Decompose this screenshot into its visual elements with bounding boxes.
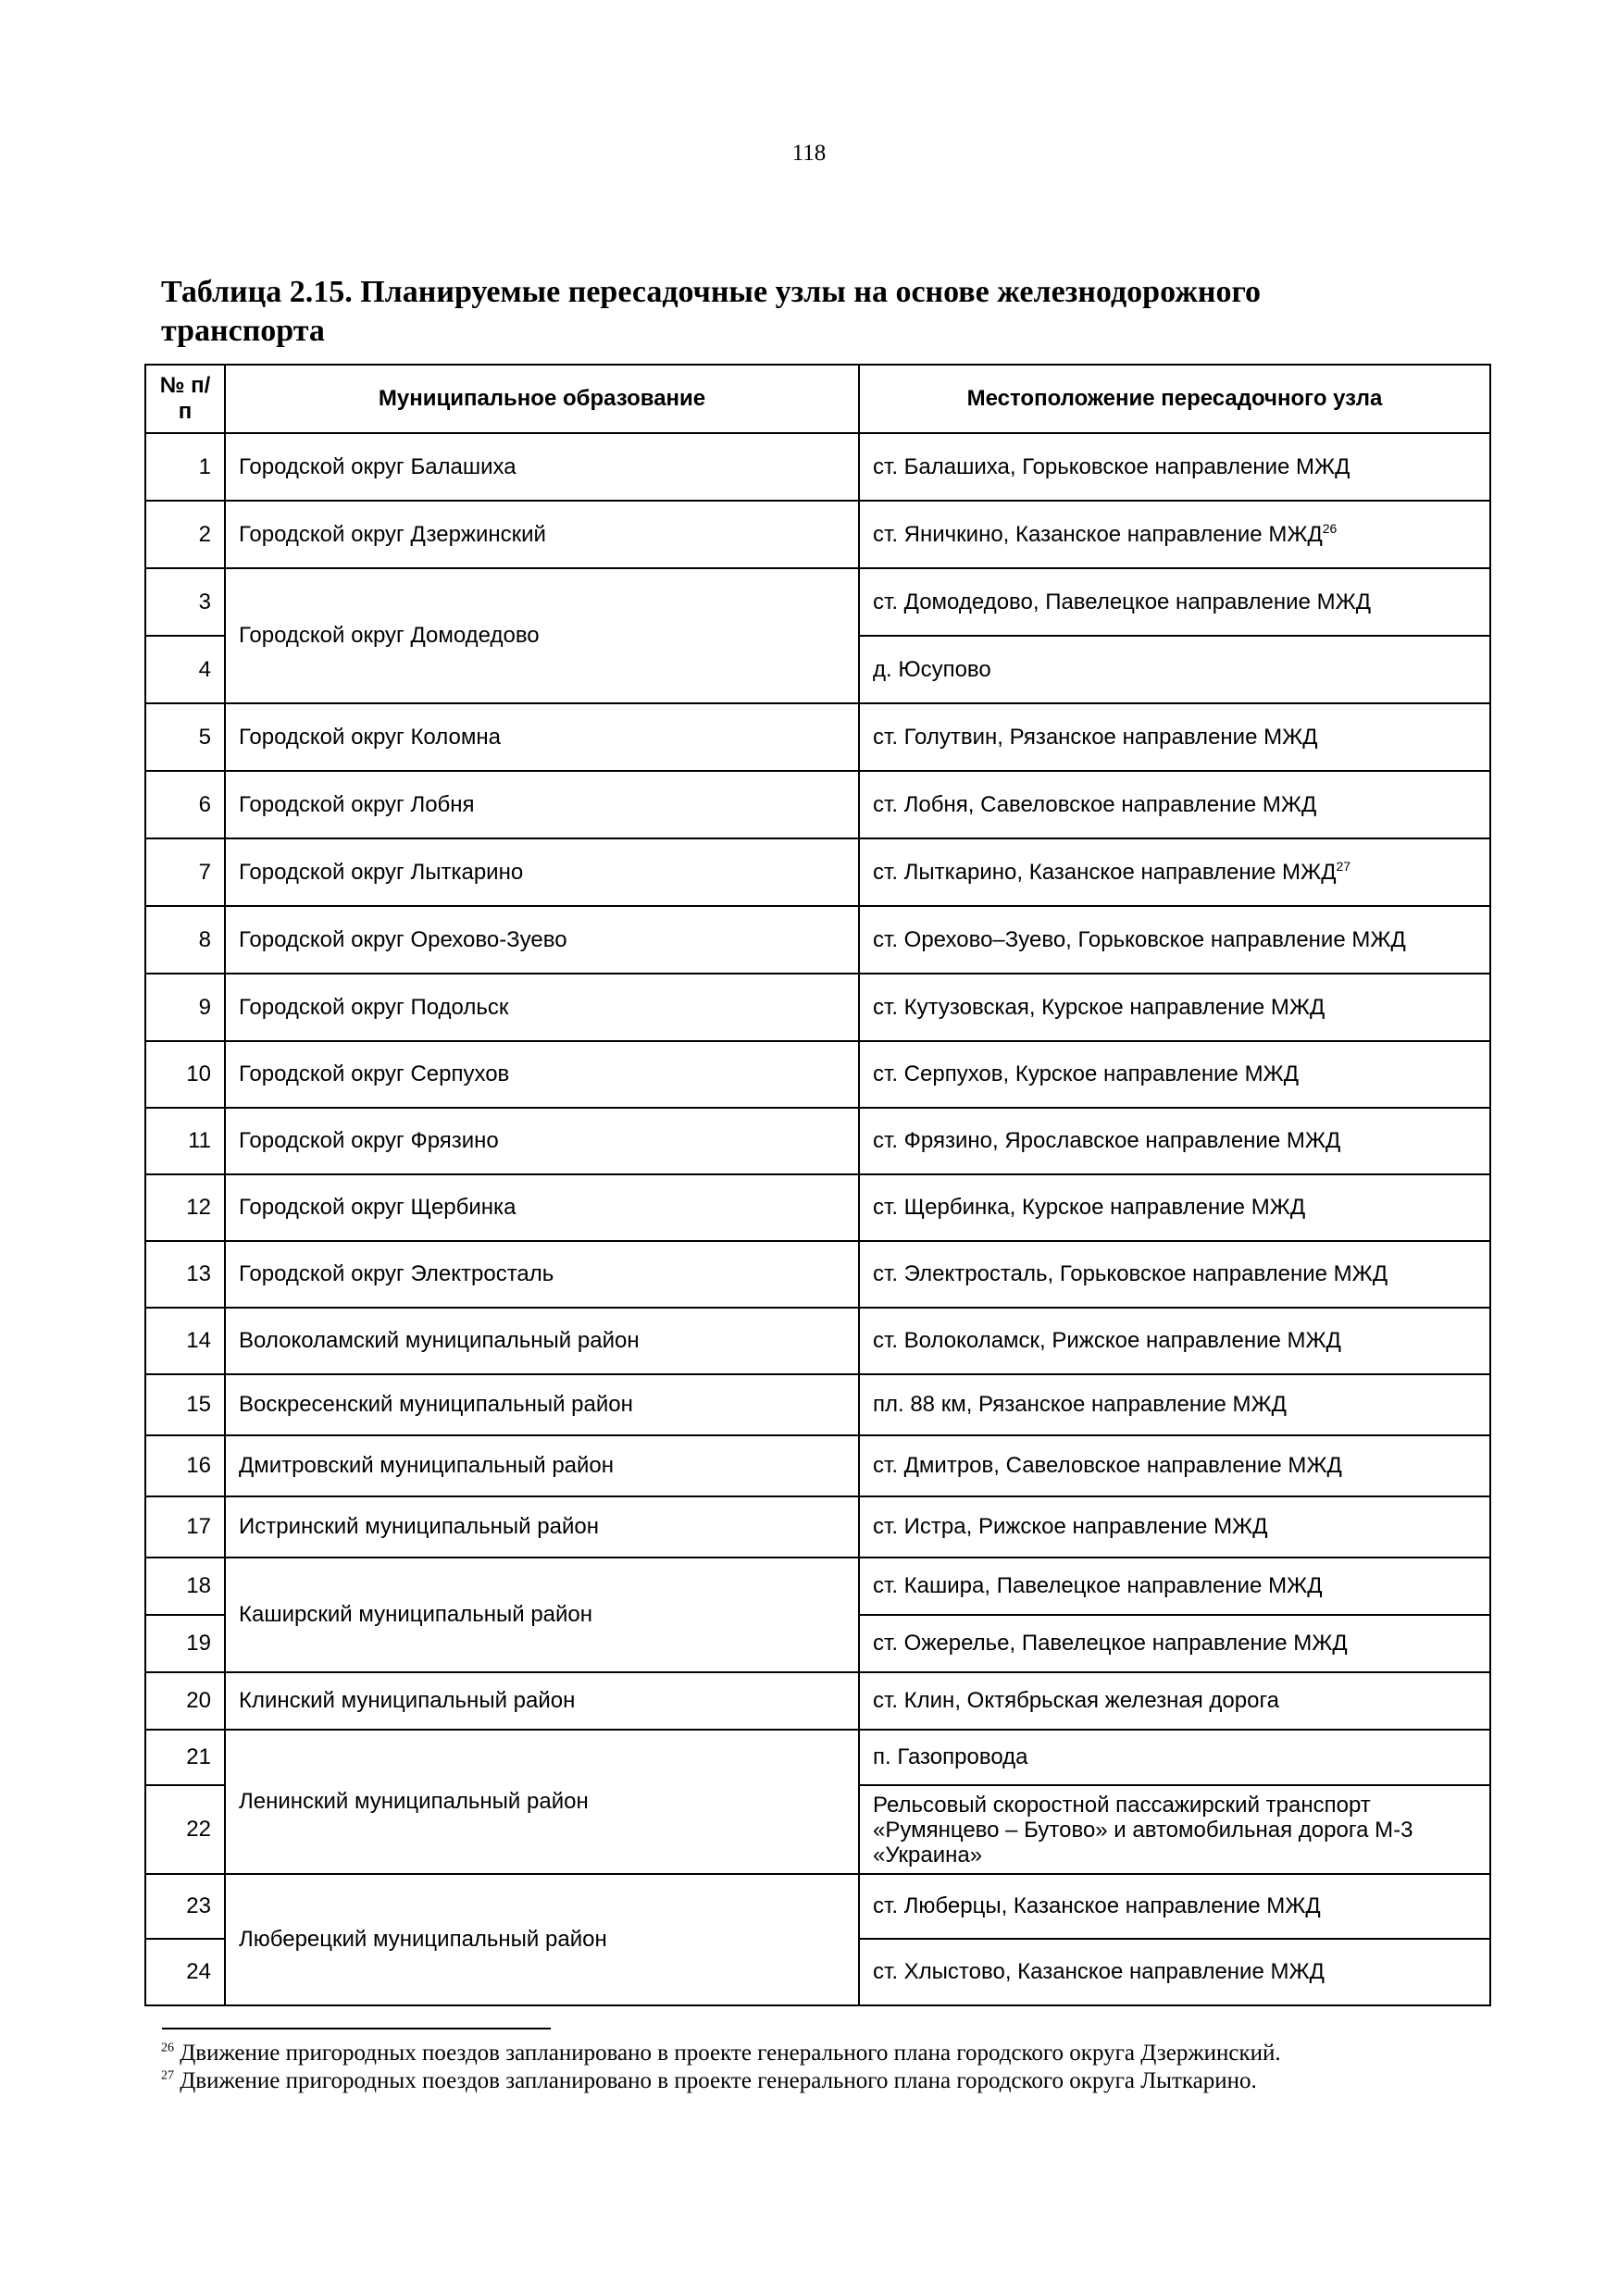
row-number: 8 [145,906,225,974]
row-number: 16 [145,1435,225,1496]
row-number: 13 [145,1241,225,1308]
row-number: 14 [145,1308,225,1374]
row-number: 24 [145,1939,225,2005]
table-row [145,838,1490,906]
location-cell: ст. Истра, Рижское направление МЖД [859,1496,1490,1558]
table-row [145,1496,1490,1558]
row-number: 20 [145,1672,225,1730]
row-number: 21 [145,1730,225,1785]
footnote-mark: 27 [161,2068,174,2083]
transfer-hubs-table [144,364,1491,2006]
row-number: 10 [145,1041,225,1108]
table-row [145,1672,1490,1730]
municipality-cell: Городской округ Лобня [225,771,859,838]
municipality-cell: Ленинский муниципальный район [225,1730,859,1874]
location-cell: ст. Щербинка, Курское направление МЖД [859,1174,1490,1241]
municipality-cell: Волоколамский муниципальный район [225,1308,859,1374]
municipality-cell: Городской округ Дзержинский [225,501,859,568]
municipality-cell: Городской округ Серпухов [225,1041,859,1108]
row-number: 2 [145,501,225,568]
table-row [145,433,1490,501]
table-row [145,1558,1490,1615]
row-number: 3 [145,568,225,636]
location-cell: ст. Фрязино, Ярославское направление МЖД [859,1108,1490,1174]
municipality-cell: Каширский муниципальный район [225,1558,859,1672]
footnote-mark: 26 [161,2041,174,2055]
table-row [145,974,1490,1041]
row-number: 22 [145,1785,225,1874]
municipality-cell: Городской округ Щербинка [225,1174,859,1241]
footnote [161,2040,1466,2067]
location-text: ст. Яничкино, Казанское направление МЖД [873,521,1323,547]
header-location: Местоположение пересадочного узла [859,365,1490,433]
location-cell: ст. Серпухов, Курское направление МЖД [859,1041,1490,1108]
row-number: 5 [145,703,225,771]
municipality-cell: Городской округ Подольск [225,974,859,1041]
table-body [145,433,1490,2005]
municipality-cell: Городской округ Домодедово [225,568,859,703]
location-cell [859,838,1490,906]
municipality-cell: Городской округ Балашиха [225,433,859,501]
location-cell: Рельсовый скоростной пассажирский транспорт «Румянцево – Бутово» и автомобильная дорога М-3 «Украина» [859,1785,1490,1874]
row-number: 15 [145,1374,225,1435]
location-cell: пл. 88 км, Рязанское направление МЖД [859,1374,1490,1435]
row-number: 11 [145,1108,225,1174]
row-number: 7 [145,838,225,906]
page-number: 118 [791,141,827,166]
footnote-separator [162,2028,551,2029]
row-number: 12 [145,1174,225,1241]
table-row [145,1041,1490,1108]
table-row [145,703,1490,771]
location-cell: ст. Волоколамск, Рижское направление МЖД [859,1308,1490,1374]
location-cell: ст. Балашиха, Горьковское направление МЖД [859,433,1490,501]
municipality-cell: Городской округ Орехово-Зуево [225,906,859,974]
footnote-ref: 26 [1322,520,1338,536]
table-row [145,771,1490,838]
row-number: 1 [145,433,225,501]
location-text: ст. Лыткарино, Казанское направление МЖД [873,859,1337,885]
table-header-row [145,365,1490,433]
location-cell: ст. Лобня, Савеловское направление МЖД [859,771,1490,838]
municipality-cell: Воскресенский муниципальный район [225,1374,859,1435]
location-cell: ст. Орехово–Зуево, Горьковское направление МЖД [859,906,1490,974]
row-number: 19 [145,1615,225,1672]
table-row [145,1730,1490,1785]
municipality-cell: Клинский муниципальный район [225,1672,859,1730]
table-row [145,1874,1490,1939]
location-cell: ст. Ожерелье, Павелецкое направление МЖД [859,1615,1490,1672]
municipality-cell: Люберецкий муниципальный район [225,1874,859,2005]
municipality-cell: Дмитровский муниципальный район [225,1435,859,1496]
location-cell: ст. Кутузовская, Курское направление МЖД [859,974,1490,1041]
row-number: 23 [145,1874,225,1939]
location-cell: ст. Кашира, Павелецкое направление МЖД [859,1558,1490,1615]
location-cell: ст. Голутвин, Рязанское направление МЖД [859,703,1490,771]
row-number: 17 [145,1496,225,1558]
table-row [145,1435,1490,1496]
header-municipality: Муниципальное образование [225,365,859,433]
municipality-cell: Городской округ Электросталь [225,1241,859,1308]
municipality-cell: Истринский муниципальный район [225,1496,859,1558]
table-title: Таблица 2.15. Планируемые пересадочные узлы на основе железнодорожного транспорта [161,275,1262,348]
location-cell [859,501,1490,568]
municipality-cell: Городской округ Лыткарино [225,838,859,906]
footnote-text: Движение пригородных поездов запланировано в проекте генерального плана городского округа Дзержинский. [180,2041,1281,2066]
municipality-cell: Городской округ Фрязино [225,1108,859,1174]
footnote-text: Движение пригородных поездов запланировано в проекте генерального плана городского округа Лыткарино. [180,2068,1257,2093]
table-row [145,1174,1490,1241]
row-number: 4 [145,636,225,703]
footnote [161,2067,1466,2095]
footnote-ref: 27 [1336,858,1351,874]
table-row [145,1308,1490,1374]
footnotes [161,2040,1466,2095]
location-cell: ст. Люберцы, Казанское направление МЖД [859,1874,1490,1939]
location-cell: ст. Клин, Октябрьская железная дорога [859,1672,1490,1730]
municipality-cell: Городской округ Коломна [225,703,859,771]
row-number: 18 [145,1558,225,1615]
table-row [145,1108,1490,1174]
table-row [145,906,1490,974]
location-cell: ст. Хлыстово, Казанское направление МЖД [859,1939,1490,2005]
header-num: № п/п [145,365,225,433]
location-cell: п. Газопровода [859,1730,1490,1785]
table-row [145,1241,1490,1308]
row-number: 6 [145,771,225,838]
table-row [145,568,1490,636]
location-cell: д. Юсупово [859,636,1490,703]
table-row [145,1374,1490,1435]
table-row [145,501,1490,568]
row-number: 9 [145,974,225,1041]
location-cell: ст. Домодедово, Павелецкое направление МЖД [859,568,1490,636]
location-cell: ст. Дмитров, Савеловское направление МЖД [859,1435,1490,1496]
location-cell: ст. Электросталь, Горьковское направление МЖД [859,1241,1490,1308]
